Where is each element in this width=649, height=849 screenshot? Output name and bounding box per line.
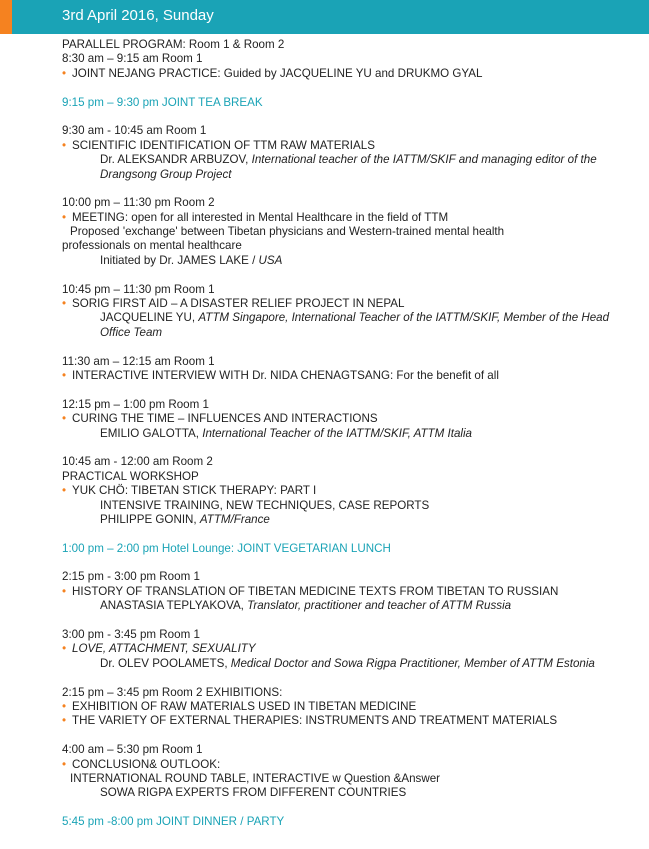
program-schedule bbox=[62, 38, 622, 829]
session-title: • THE VARIETY OF EXTERNAL THERAPIES: INSTRUMENTS AND TREATMENT MATERIALS bbox=[62, 714, 622, 728]
session-time: 10:00 pm – 11:30 pm Room 2 bbox=[62, 196, 215, 210]
session-title: • HISTORY OF TRANSLATION OF TIBETAN MEDICINE TEXTS FROM TIBETAN TO RUSSIAN bbox=[62, 585, 622, 599]
session-description: INTERNATIONAL ROUND TABLE, INTERACTIVE w Question &Answer bbox=[70, 771, 441, 785]
speaker-line: JACQUELINE YU, ATTM Singapore, International Teacher of the IATTM/SKIF, Member of the Head bbox=[100, 311, 610, 325]
session-time: 9:30 am - 10:45 am Room 1 bbox=[62, 124, 207, 138]
page-title: 3rd April 2016, Sunday bbox=[62, 7, 214, 24]
session-time: 2:15 pm – 3:45 pm Room 2 EXHIBITIONS: bbox=[62, 685, 283, 699]
session-time: 4:00 am – 5:30 pm Room 1 bbox=[62, 743, 203, 757]
session-title: • MEETING: open for all interested in Mental Healthcare in the field of TTM bbox=[62, 211, 622, 225]
session-description: SOWA RIGPA EXPERTS FROM DIFFERENT COUNTRIES bbox=[100, 786, 407, 800]
session-time: 8:30 am – 9:15 am Room 1 bbox=[62, 52, 203, 66]
session-time: 12:15 pm – 1:00 pm Room 1 bbox=[62, 397, 209, 411]
session-description: INTENSIVE TRAINING, NEW TECHNIQUES, CASE REPORTS bbox=[100, 498, 430, 512]
session-title: • LOVE, ATTACHMENT, SEXUALITY bbox=[62, 642, 622, 656]
session-title: • SORIG FIRST AID – A DISASTER RELIEF PROJECT IN NEPAL bbox=[62, 297, 622, 311]
speaker-line: Drangsong Group Project bbox=[100, 167, 232, 181]
session-time: 10:45 am - 12:00 am Room 2 bbox=[62, 455, 213, 469]
session-time: 10:45 pm – 11:30 pm Room 1 bbox=[62, 282, 215, 296]
speaker-line: Initiated by Dr. JAMES LAKE / USA bbox=[100, 253, 283, 267]
header-accent bbox=[0, 0, 12, 34]
session-time: 2:15 pm - 3:00 pm Room 1 bbox=[62, 570, 200, 584]
page-header bbox=[0, 0, 649, 34]
speaker-line: ANASTASIA TEPLYAKOVA, Translator, practitioner and teacher of ATTM Russia bbox=[100, 599, 512, 613]
speaker-line: EMILIO GALOTTA, International Teacher of the IATTM/SKIF, ATTM Italia bbox=[100, 426, 472, 440]
program-heading: PARALLEL PROGRAM: Room 1 & Room 2 bbox=[62, 38, 285, 51]
session-title: • INTERACTIVE INTERVIEW WITH Dr. NIDA CHENAGTSANG: For the benefit of all bbox=[62, 369, 622, 383]
speaker-line: Office Team bbox=[100, 325, 163, 339]
session-time: 3:00 pm - 3:45 pm Room 1 bbox=[62, 628, 200, 642]
session-title: • CURING THE TIME – INFLUENCES AND INTERACTIONS bbox=[62, 412, 622, 426]
session-description: professionals on mental healthcare bbox=[62, 239, 242, 253]
session-time: 11:30 am – 12:15 am Room 1 bbox=[62, 354, 215, 368]
session-title: • EXHIBITION OF RAW MATERIALS USED IN TIBETAN MEDICINE bbox=[62, 700, 622, 714]
session-heading: PRACTICAL WORKSHOP bbox=[62, 469, 199, 483]
speaker-line: Dr. OLEV POOLAMETS, Medical Doctor and Sowa Rigpa Practitioner, Member of ATTM Estonia bbox=[100, 656, 595, 670]
break-line: 9:15 pm – 9:30 pm JOINT TEA BREAK bbox=[62, 95, 263, 109]
speaker-line: Dr. ALEKSANDR ARBUZOV, International teacher of the IATTM/SKIF and managing editor of the bbox=[100, 153, 597, 167]
speaker-line: PHILIPPE GONIN, ATTM/France bbox=[100, 512, 270, 526]
break-line: 5:45 pm -8:00 pm JOINT DINNER / PARTY bbox=[62, 815, 285, 829]
session-title: • SCIENTIFIC IDENTIFICATION OF TTM RAW MATERIALS bbox=[62, 139, 622, 153]
break-line: 1:00 pm – 2:00 pm Hotel Lounge: JOINT VEGETARIAN LUNCH bbox=[62, 541, 391, 555]
session-description: Proposed 'exchange' between Tibetan physicians and Western-trained mental health bbox=[70, 225, 505, 239]
session-title: • JOINT NEJANG PRACTICE: Guided by JACQUELINE YU and DRUKMO GYAL bbox=[62, 67, 622, 81]
session-title: • CONCLUSION& OUTLOOK: bbox=[62, 758, 622, 772]
session-title: • YUK CHÖ: TIBETAN STICK THERAPY: PART I bbox=[62, 484, 622, 498]
